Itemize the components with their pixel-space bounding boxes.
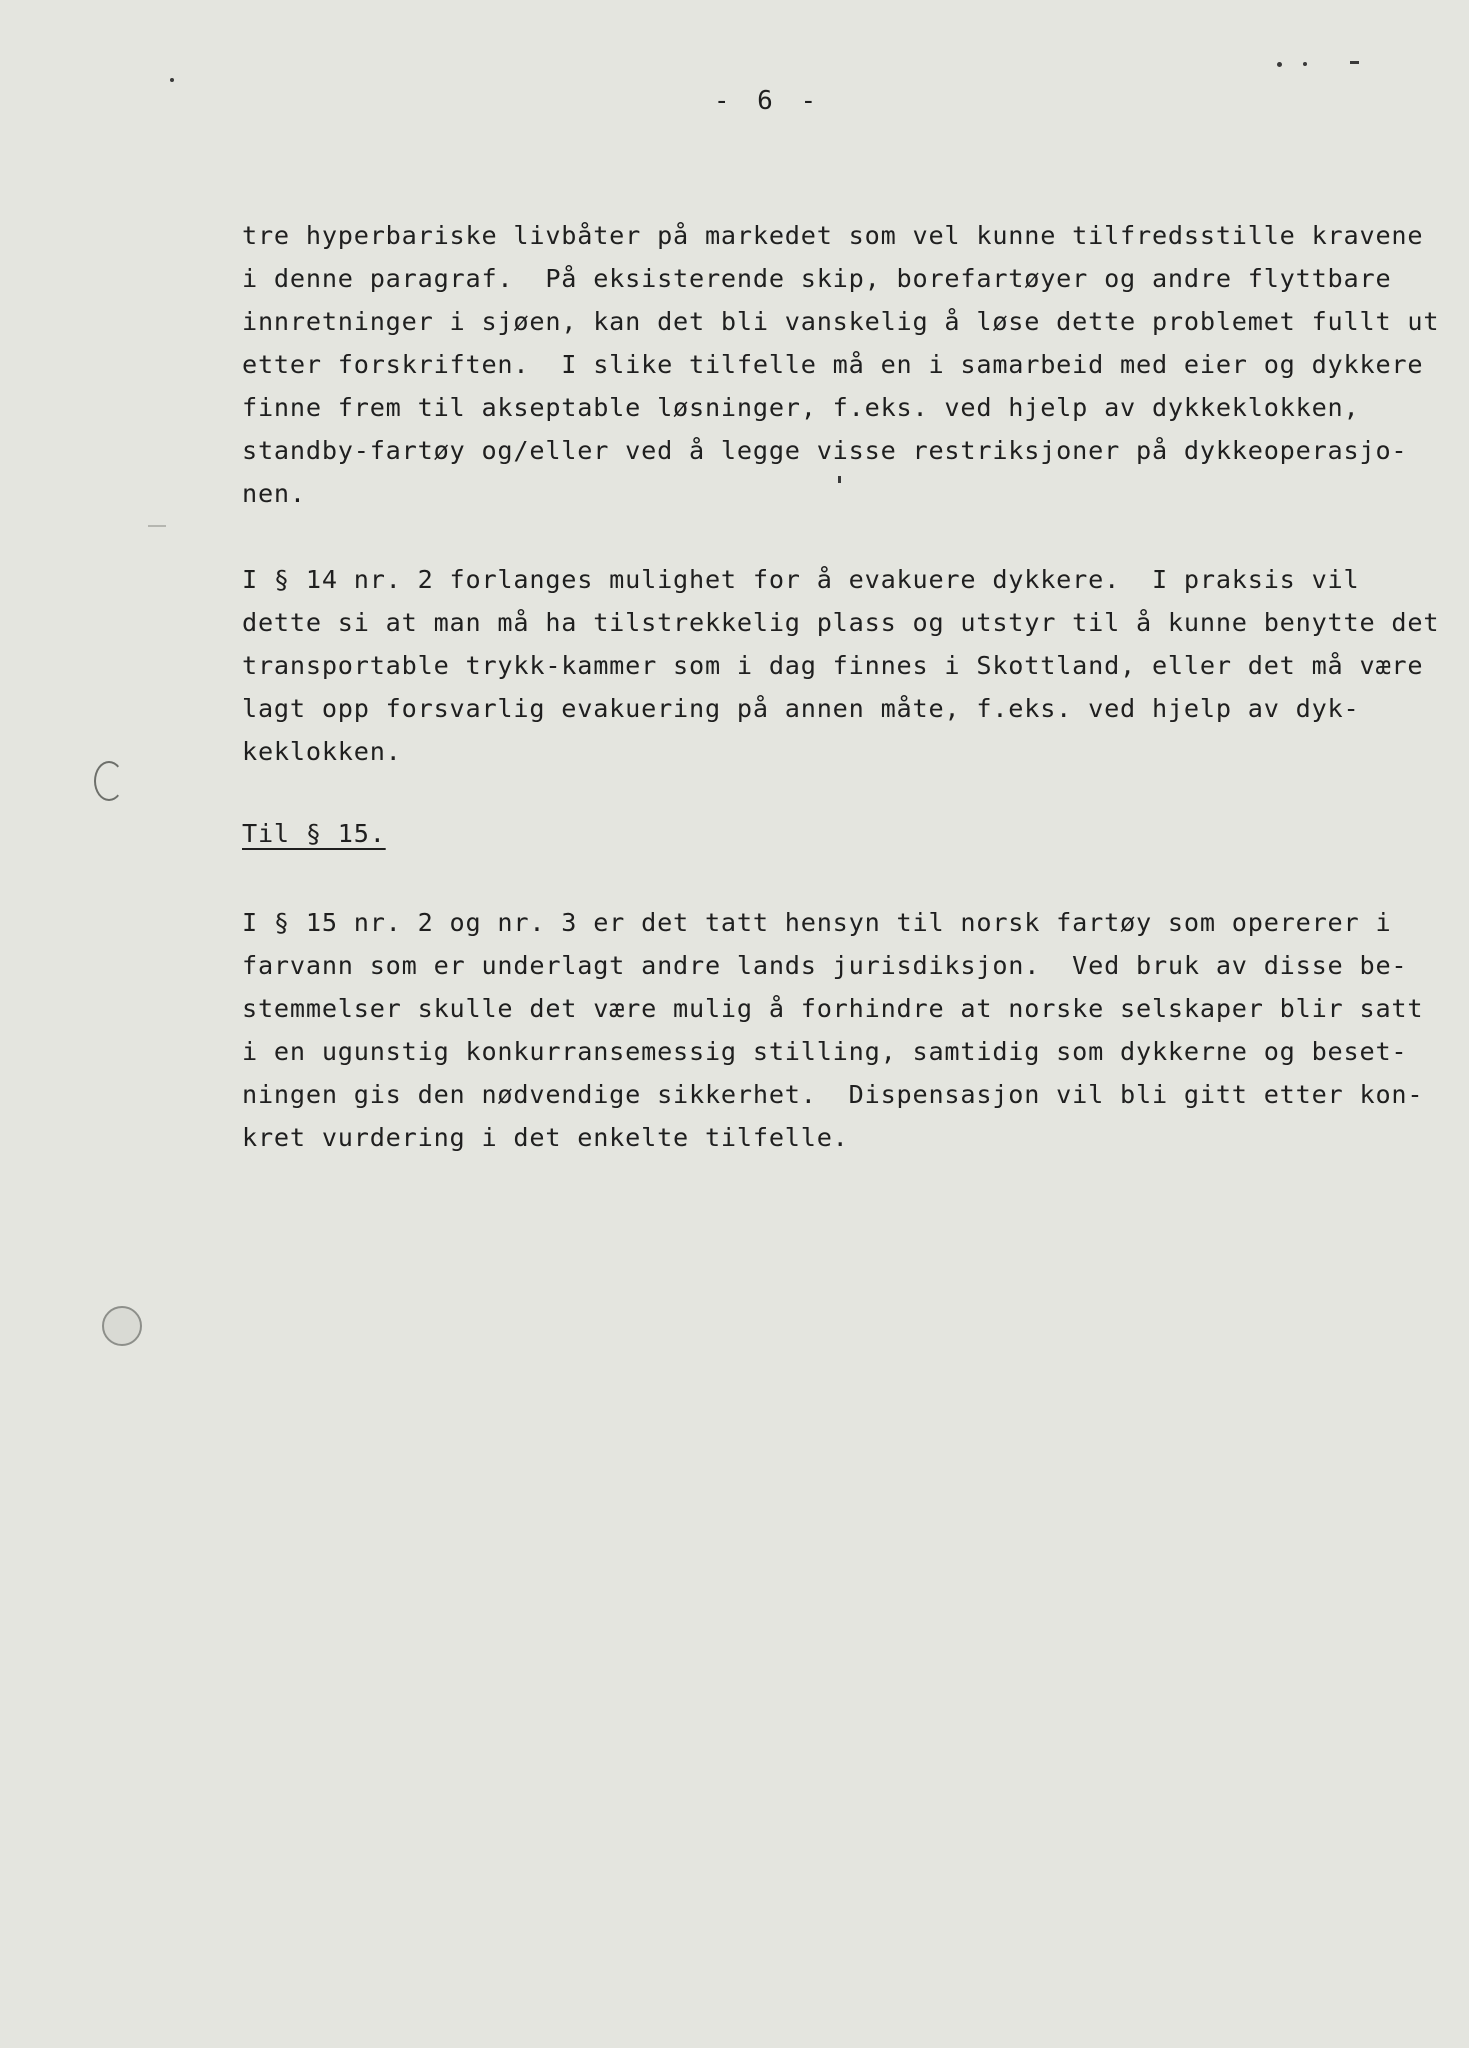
- margin-mark: [838, 476, 841, 483]
- margin-mark: [148, 525, 166, 527]
- corner-mark: [1277, 62, 1282, 67]
- text-line: i denne paragraf. På eksisterende skip, borefartøyer og andre flyttbare: [242, 264, 1392, 293]
- paragraph-3: [242, 901, 1424, 1159]
- text-line: farvann som er underlagt andre lands jurisdiksjon. Ved bruk av disse be-: [242, 951, 1408, 980]
- text-line: keklokken.: [242, 737, 402, 766]
- text-line: kret vurdering i det enkelte tilfelle.: [242, 1123, 849, 1152]
- text-line: ningen gis den nødvendige sikkerhet. Dispensasjon vil bli gitt etter kon-: [242, 1080, 1424, 1109]
- paragraph-1: [242, 214, 1440, 515]
- text-line: standby-fartøy og/eller ved å legge visse restriksjoner på dykkeoperasjo-: [242, 436, 1408, 465]
- page-number: - 6 -: [713, 86, 823, 116]
- text-line: I § 15 nr. 2 og nr. 3 er det tatt hensyn til norsk fartøy som opererer i: [242, 908, 1392, 937]
- text-line: transportable trykk-kammer som i dag finnes i Skottland, eller det må være: [242, 651, 1424, 680]
- text-line: nen.: [242, 479, 306, 508]
- paragraph-2: [242, 558, 1440, 773]
- corner-mark: [1350, 61, 1359, 64]
- text-line: i en ugunstig konkurransemessig stilling, samtidig som dykkerne og beset-: [242, 1037, 1408, 1066]
- text-line: I § 14 nr. 2 forlanges mulighet for å evakuere dykkere. I praksis vil: [242, 565, 1360, 594]
- punch-hole: [94, 761, 124, 801]
- text-line: etter forskriften. I slike tilfelle må en i samarbeid med eier og dykkere: [242, 350, 1424, 379]
- text-line: finne frem til akseptable løsninger, f.eks. ved hjelp av dykkeklokken,: [242, 393, 1360, 422]
- corner-mark: [1303, 62, 1307, 66]
- text-line: tre hyperbariske livbåter på markedet som vel kunne tilfredsstille kravene: [242, 221, 1424, 250]
- text-line: dette si at man må ha tilstrekkelig plass og utstyr til å kunne benytte det: [242, 608, 1440, 637]
- text-line: stemmelser skulle det være mulig å forhindre at norske selskaper blir satt: [242, 994, 1424, 1023]
- text-line: innretninger i sjøen, kan det bli vanskelig å løse dette problemet fullt ut: [242, 307, 1440, 336]
- section-heading: Til § 15.: [242, 819, 386, 848]
- punch-hole: [102, 1306, 142, 1346]
- corner-mark: [170, 78, 174, 82]
- text-line: lagt opp forsvarlig evakuering på annen måte, f.eks. ved hjelp av dyk-: [242, 694, 1360, 723]
